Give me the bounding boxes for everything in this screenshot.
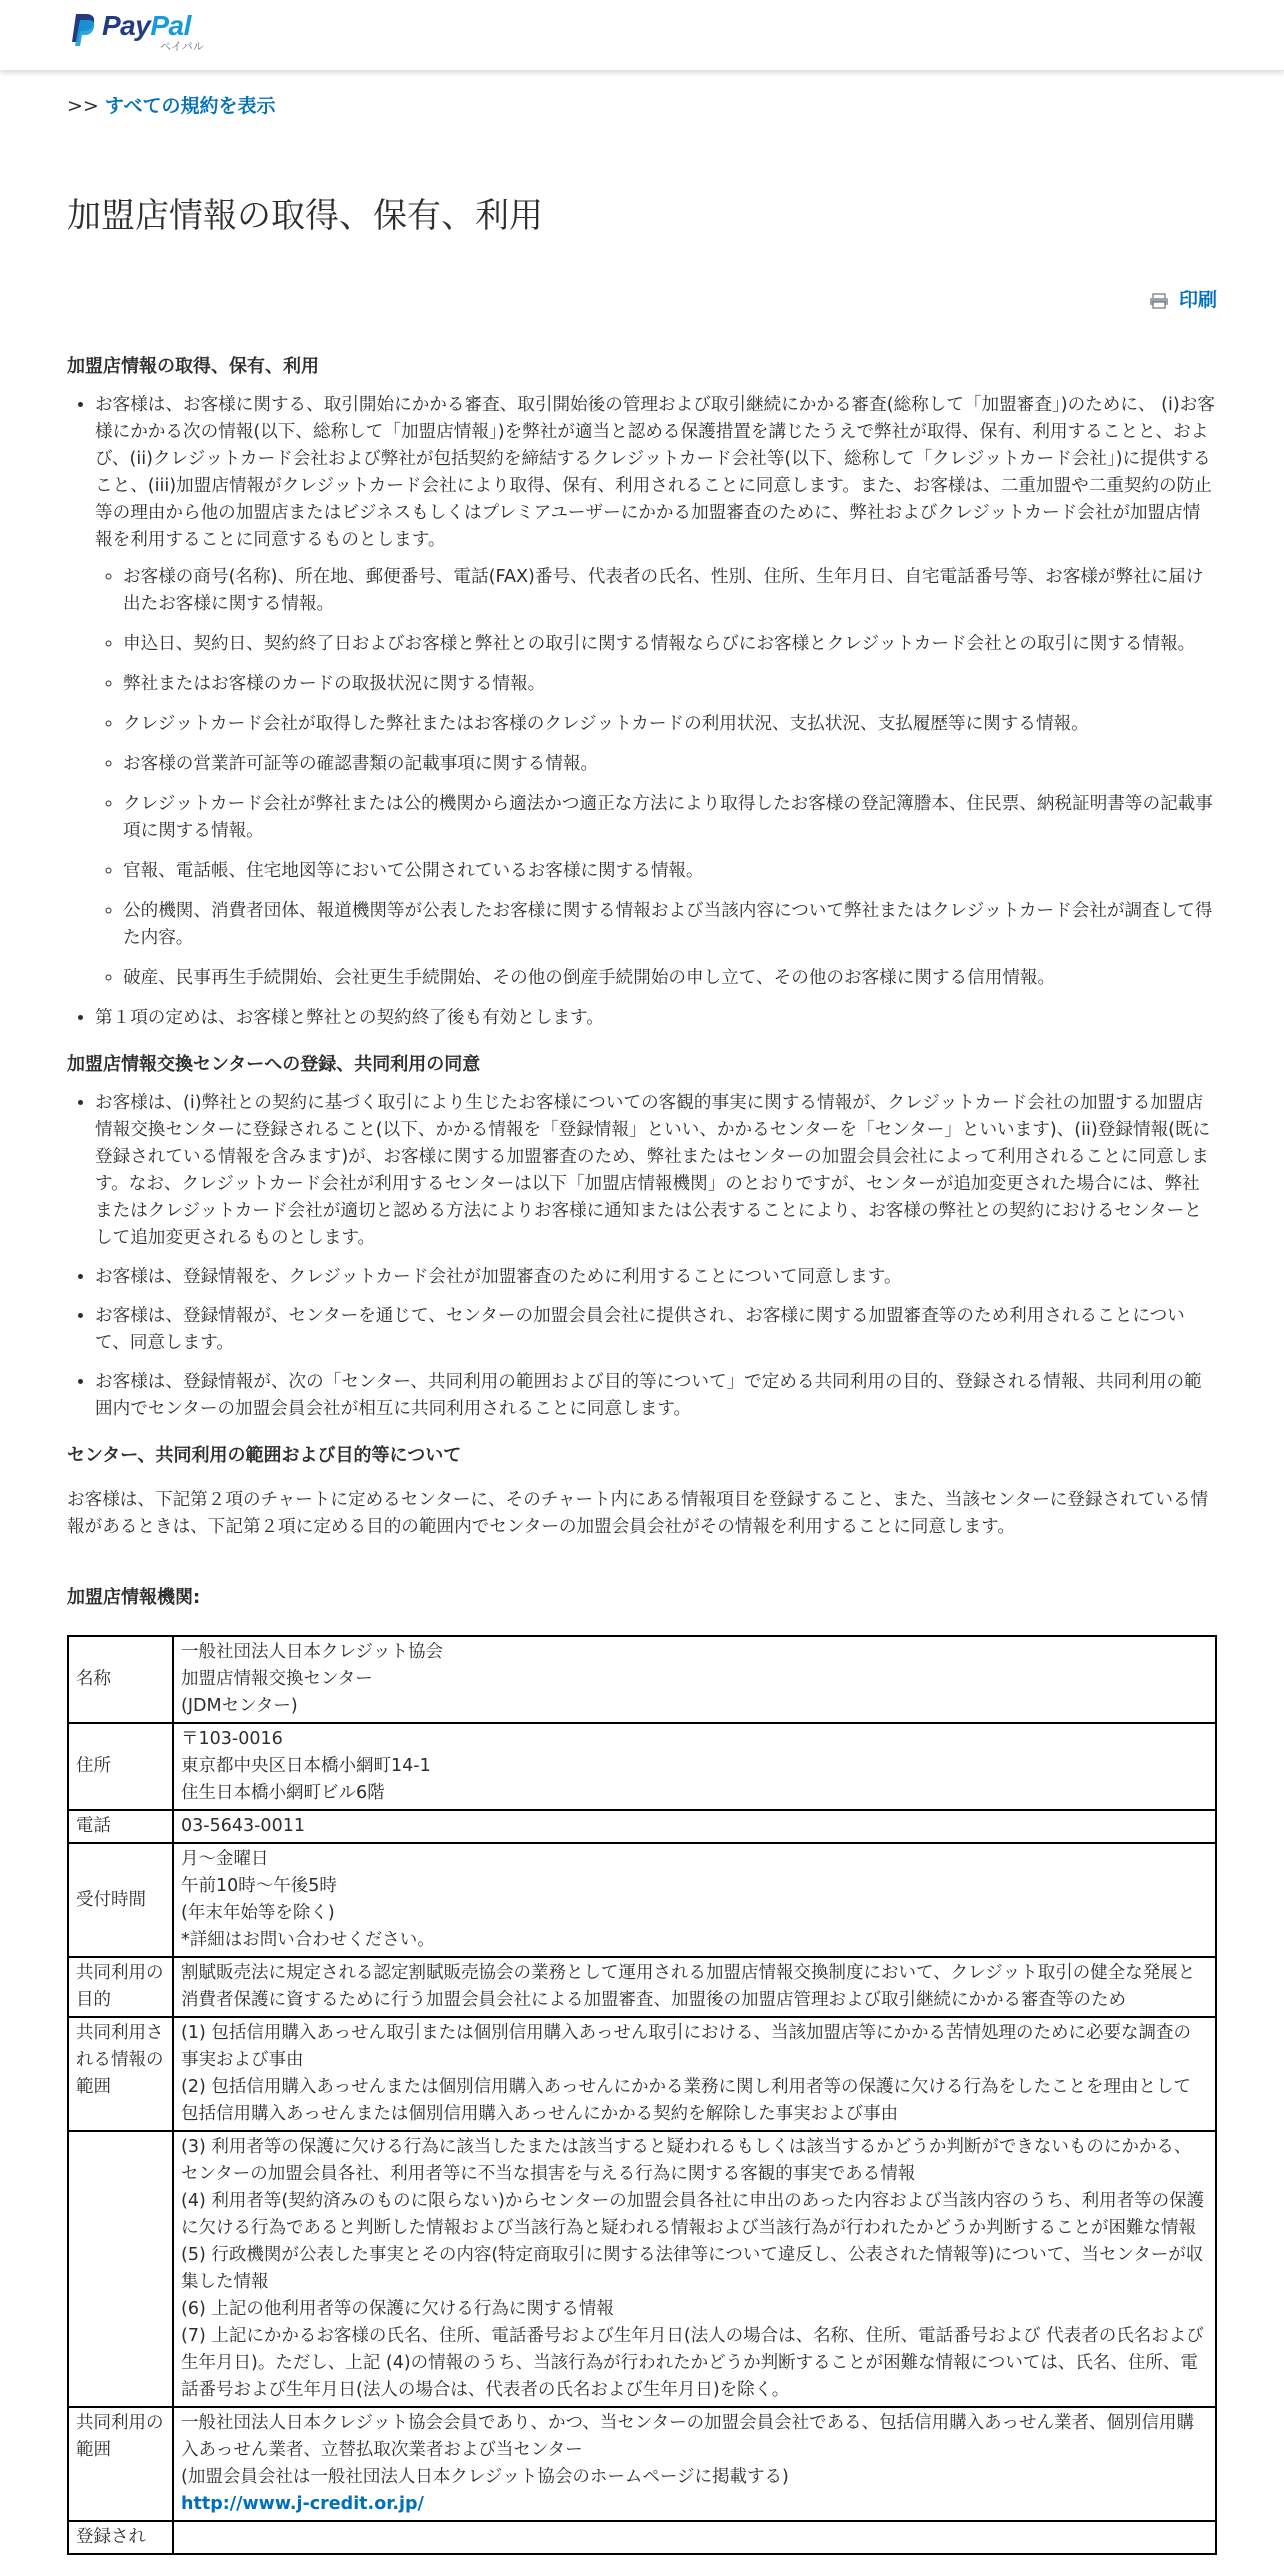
table-line: 一般社団法人日本クレジット協会会員であり、かつ、当センターの加盟会員会社である、包括信用購入あっせん業者、個別信用購入あっせん業者、立替払取次業者および当センター [181,2413,1194,2460]
jcredit-link[interactable]: http://www.j-credit.or.jp/ [181,2494,424,2514]
table-key: 共同利用の目的 [68,1957,173,2017]
breadcrumb-prefix: >> [67,95,99,117]
printer-icon [1149,293,1169,309]
table-line: (5) 行政機関が公表した事実とその内容(特定商取引に関する法律等について違反し、公表された情報等)について、当センターが収集した情報 [181,2245,1204,2292]
list-item: ◦ 公的機関、消費者団体、報道機関等が公表したお客様に関する情報および当該内容について弊社またはクレジットカード会社が調査して得た内容。 [123,898,1217,952]
table-value [173,1636,1216,1723]
print-row [67,285,1217,312]
table-value: 03-5643-0011 [173,1810,1216,1843]
table-key: 登録され [68,2521,173,2554]
list-item: ◦ 官報、電話帳、住宅地図等において公開されているお客様に関する情報。 [123,858,1217,885]
section-heading-2: 加盟店情報交換センターへの登録、共同利用の同意 [67,1054,481,1075]
table-line: *詳細はお問い合わせください。 [181,1930,435,1950]
list-item: ◦ 申込日、契約日、契約終了日およびお客様と弊社との取引に関する情報ならびにお客様とクレジットカード会社との取引に関する情報。 [123,631,1217,658]
all-terms-link[interactable]: すべての規約を表示 [104,95,276,117]
table-line: (4) 利用者等(契約済みのものに限らない)からセンターの加盟会員各社に申出のあった内容および当該内容のうち、利用者等の保護に欠ける行為であると判断した情報および当該行為と疑われる情報および当該行為が行われたかどうか判断することが困難な情報 [181,2191,1205,2238]
table-line: 月～金曜日 [181,1849,269,1869]
list-item: • お客様は、登録情報が、センターを通じて、センターの加盟会員会社に提供され、お客様に関する加盟審査等のため利用されることについて、同意します。 [95,1303,1217,1357]
table-row [68,2407,1216,2521]
paypal-p-icon [70,12,96,48]
breadcrumb [67,91,1217,118]
list-item: ◦ 弊社またはお客様のカードの取扱状況に関する情報。 [123,671,1217,698]
table-row [68,1810,1216,1843]
table-row [68,1957,1216,2017]
section-1-list [67,392,1217,1032]
table-line: (3) 利用者等の保護に欠ける行為に該当したまたは該当すると疑われるもしくは該当するかどうか判断ができないものにかかる、センターの加盟会員各社、利用者等に不当な損害を与える行為に関する客観的事実である情報 [181,2137,1192,2184]
table-line: (1) 包括信用購入あっせん取引または個別信用購入あっせん取引における、当該加盟店等にかかる苦情処理のために必要な調査の事実および事由 [181,2023,1191,2070]
table-value [173,2131,1216,2407]
table-line: 東京都中央区日本橋小網町14-1 [181,1756,431,1776]
table-line: (7) 上記にかかるお客様の氏名、住所、電話番号および生年月日(法人の場合は、名称、住所、電話番号および 代表者の氏名および生年月日)。ただし、上記 (4)の情報のうち、当該行為が行われたかどうか判断することが困難な情報については、氏名、住所、電話番号および生年月日(法人の場合は、代表者の氏名および生年月日)を除く。 [181,2326,1204,2400]
list-item: • お客様は、(i)弊社との契約に基づく取引により生じたお客様についての客観的事実に関する情報が、クレジットカード会社の加盟する加盟店情報交換センターに登録されること(以下、かかる情報を「登録情報」といい、かかるセンターを「センター」といいます)、(ii)登録情報(既に登録されている情報を含みます)が、お客様に関する加盟審査のため、弊社またはセンターの加盟会員会社によって利用されることに同意します。なお、クレジットカード会社が利用するセンターは以下「加盟店情報機関」のとおりですが、センターが追加変更された場合には、弊社またはクレジットカード会社が適切と認める方法によりお客様に通知または公表することにより、お客様の弊社との契約におけるセンターとして追加変更されるものとします。 [95,1090,1217,1252]
table-key: 共同利用される情報の範囲 [68,2017,173,2131]
list-item: • 第１項の定めは、お客様と弊社との契約終了後も有効とします。 [95,1005,1217,1032]
logo-subtitle: ペイパル [160,40,204,53]
table-line: 住生日本橋小網町ビル6階 [181,1783,385,1803]
print-button[interactable] [1149,289,1217,311]
table-line: (6) 上記の他利用者等の保護に欠ける行為に関する情報 [181,2299,614,2319]
table-line: (2) 包括信用購入あっせんまたは個別信用購入あっせんにかかる業務に関し利用者等の保護に欠ける行為をしたことを理由として包括信用購入あっせんまたは個別信用購入あっせんにかかる契約を解除した事実および事由 [181,2077,1191,2124]
section-1-item-1: お客様は、お客様に関する、取引開始にかかる審査、取引開始後の管理および取引継続にかかる審査(総称して「加盟審査」)のために、 (i)お客様にかかる次の情報(以下、総称して「加盟店情報」)を弊社が適当と認める保護措置を講じたうえで弊社が取得、保有、利用することと、および、(ii)クレジットカード会社および弊社が包括契約を締結するクレジットカード会社等(以下、総称して「クレジットカード会社」)に提供すること、(iii)加盟店情報がクレジットカード会社により取得、保有、利用されることに同意します。また、お客様は、二重加盟や二重契約の防止等の理由から他の加盟店またはビジネスもしくはプレミアユーザーにかかる加盟審査のために、弊社およびクレジットカード会社が加盟店情報を利用することに同意するものとします。 [95,395,1215,550]
table-row [68,2017,1216,2131]
section-heading-3: センター、共同利用の範囲および目的等について [67,1445,462,1466]
table-row [68,2131,1216,2407]
table-key: 受付時間 [68,1843,173,1957]
table-key: 名称 [68,1636,173,1723]
list-item: • お客様は、登録情報が、次の「センター、共同利用の範囲および目的等について」で定める共同利用の目的、登録される情報、共同利用の範囲内でセンターの加盟会員会社が相互に共同利用されることに同意します。 [95,1369,1217,1423]
list-item: ◦ お客様の商号(名称)、所在地、郵便番号、電話(FAX)番号、代表者の氏名、性別、住所、生年月日、自宅電話番号等、お客様が弊社に届け出たお客様に関する情報。 [123,564,1217,618]
site-header [0,0,1284,71]
section-2-list [67,1090,1217,1423]
table-row [68,2521,1216,2554]
table-key: 共同利用の範囲 [68,2407,173,2521]
table-row [68,1843,1216,1957]
logo-word-pal: Pal [150,10,191,41]
table-line: 加盟店情報交換センター [181,1669,373,1689]
table-line: 午前10時～午後5時 [181,1876,337,1896]
list-item: ◦ クレジットカード会社が弊社または公的機関から適法かつ適正な方法により取得したお客様の登記簿謄本、住民票、納税証明書等の記載事項に関する情報。 [123,791,1217,845]
list-item: • お客様は、登録情報を、クレジットカード会社が加盟審査のために利用することについて同意します。 [95,1264,1217,1291]
table-value [173,1843,1216,1957]
table-line: (年末年始等を除く) [181,1903,335,1923]
logo-word-pay: Pay [102,10,151,41]
table-row [68,1636,1216,1723]
list-item: ◦ クレジットカード会社が取得した弊社またはお客様のクレジットカードの利用状況、支払状況、支払履歴等に関する情報。 [123,711,1217,738]
section-heading-4: 加盟店情報機関: [67,1587,201,1608]
table-line: (JDMセンター) [181,1696,298,1716]
print-label[interactable]: 印刷 [1178,289,1217,311]
list-item: ◦ 破産、民事再生手続開始、会社更生手続開始、その他の倒産手続開始の申し立て、その他のお客様に関する信用情報。 [123,965,1217,992]
table-value [173,1723,1216,1810]
table-line: 一般社団法人日本クレジット協会 [181,1642,444,1662]
table-value [173,2017,1216,2131]
table-key: 電話 [68,1810,173,1843]
section-heading-1: 加盟店情報の取得、保有、利用 [67,356,319,377]
main-content [0,91,1284,2555]
table-line: (加盟会員会社は一般社団法人日本クレジット協会のホームページに掲載する) [181,2467,789,2487]
info-table [67,1635,1217,2555]
page-title: 加盟店情報の取得、保有、利用 [67,196,543,236]
list-item [95,392,1217,992]
table-value: 割賦販売法に規定される認定割賦販売協会の業務として運用される加盟店情報交換制度において、クレジット取引の健全な発展と消費者保護に資するために行う加盟会員会社による加盟審査、加盟後の加盟店管理および取引継続にかかる審査等のため [173,1957,1216,2017]
table-row [68,1723,1216,1810]
merchant-info-list [95,564,1217,992]
table-value [173,2521,1216,2554]
section-3-body: お客様は、下記第２項のチャートに定めるセンターに、そのチャート内にある情報項目を登録すること、また、当該センターに登録されている情報があるときは、下記第２項に定める目的の範囲内でセンターの加盟会員会社がその情報を利用することに同意します。 [67,1490,1209,1537]
table-value [173,2407,1216,2521]
paypal-logo[interactable] [70,12,204,52]
table-line: 〒103-0016 [181,1729,283,1749]
table-key: 住所 [68,1723,173,1810]
table-key [68,2131,173,2407]
list-item: ◦ お客様の営業許可証等の確認書類の記載事項に関する情報。 [123,751,1217,778]
